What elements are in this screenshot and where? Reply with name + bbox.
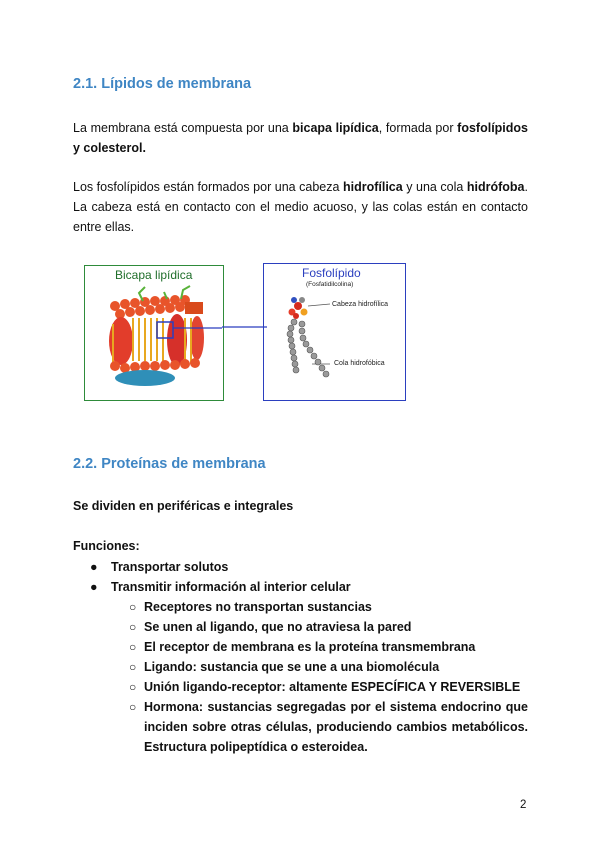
sub-list-item: ○ Unión ligando-receptor: altamente ESPECÍFICA Y REVERSIBLE [111, 677, 528, 697]
list-item: ● Transportar solutos [73, 557, 528, 577]
sub-list-item: ○ Ligando: sustancia que se une a una biomolécula [111, 657, 528, 677]
bilayer-figure-frame [84, 265, 224, 401]
bullet-dot-icon: ● [90, 580, 98, 594]
sub-list-item: ○ Receptores no transportan sustancias [111, 597, 528, 617]
bullet-dot-icon: ● [90, 560, 98, 574]
bullet-circle-icon: ○ [129, 680, 137, 694]
sub-list [111, 597, 528, 757]
sub-list-item: ○ Hormona: sustancias segregadas por el sistema endocrino que inciden sobre otras células, produciendo cambios metabólicos. Estructura polipeptídica o esteroidea. [111, 697, 528, 757]
paragraph-membrana: La membrana está compuesta por una bicapa lipídica, formada por fosfolípidos y colesterol. [73, 121, 528, 155]
figure-connector-line [222, 322, 267, 332]
bullet-circle-icon: ○ [129, 660, 137, 674]
functions-list [73, 557, 528, 757]
phospholipid-title: Fosfolípido [302, 266, 361, 280]
intro-text: Se dividen en periféricas e integrales [73, 499, 294, 513]
bullet-circle-icon: ○ [129, 700, 137, 714]
phospholipid-molecule-illustration [264, 264, 404, 399]
phospholipid-subtitle: (Fosfatidilcolina) [306, 281, 354, 288]
lipid-bilayer-illustration [85, 266, 222, 399]
sub-list-item: ○ El receptor de membrana es la proteína transmembrana [111, 637, 528, 657]
bilayer-title: Bicapa lipídica [115, 268, 193, 282]
bullet-circle-icon: ○ [129, 620, 137, 634]
list-item: ● Transmitir información al interior celular ○ Receptores no transportan sustancias ○ Se unen al ligando, que no atraviesa la pared ○ El receptor de membrana es la proteína transmembrana ○ Ligando: sustancia que se une a una biomolécula ○ Unión ligando-receptor: altamente ESPECÍFICA Y REVERSIBLE ○ Hormona: sustancias segregadas por el sistema endocrino que inciden sobre otras células, produciendo cambios metabólicos. Estructura polipeptídica o esteroidea. [73, 577, 528, 757]
label-head: Cabeza hidrofílica [332, 301, 389, 308]
phospholipid-figure-frame [263, 263, 406, 401]
sub-list-item: ○ Se unen al ligando, que no atraviesa la pared [111, 617, 528, 637]
page-number: 2 [520, 799, 527, 811]
label-tail: Cola hidrofóbica [334, 360, 385, 367]
section-heading-lipidos: 2.1. Lípidos de membrana [73, 76, 252, 92]
paragraph-fosfolipidos: Los fosfolípidos están formados por una cabeza hidrofílica y una cola hidrófoba. La cabeza está en contacto con el medio acuoso, y las colas están en contacto entre ellas. [73, 180, 528, 234]
bullet-circle-icon: ○ [129, 600, 137, 614]
bullet-circle-icon: ○ [129, 640, 137, 654]
functions-label: Funciones: [73, 539, 140, 553]
section-heading-proteinas: 2.2. Proteínas de membrana [73, 456, 266, 472]
